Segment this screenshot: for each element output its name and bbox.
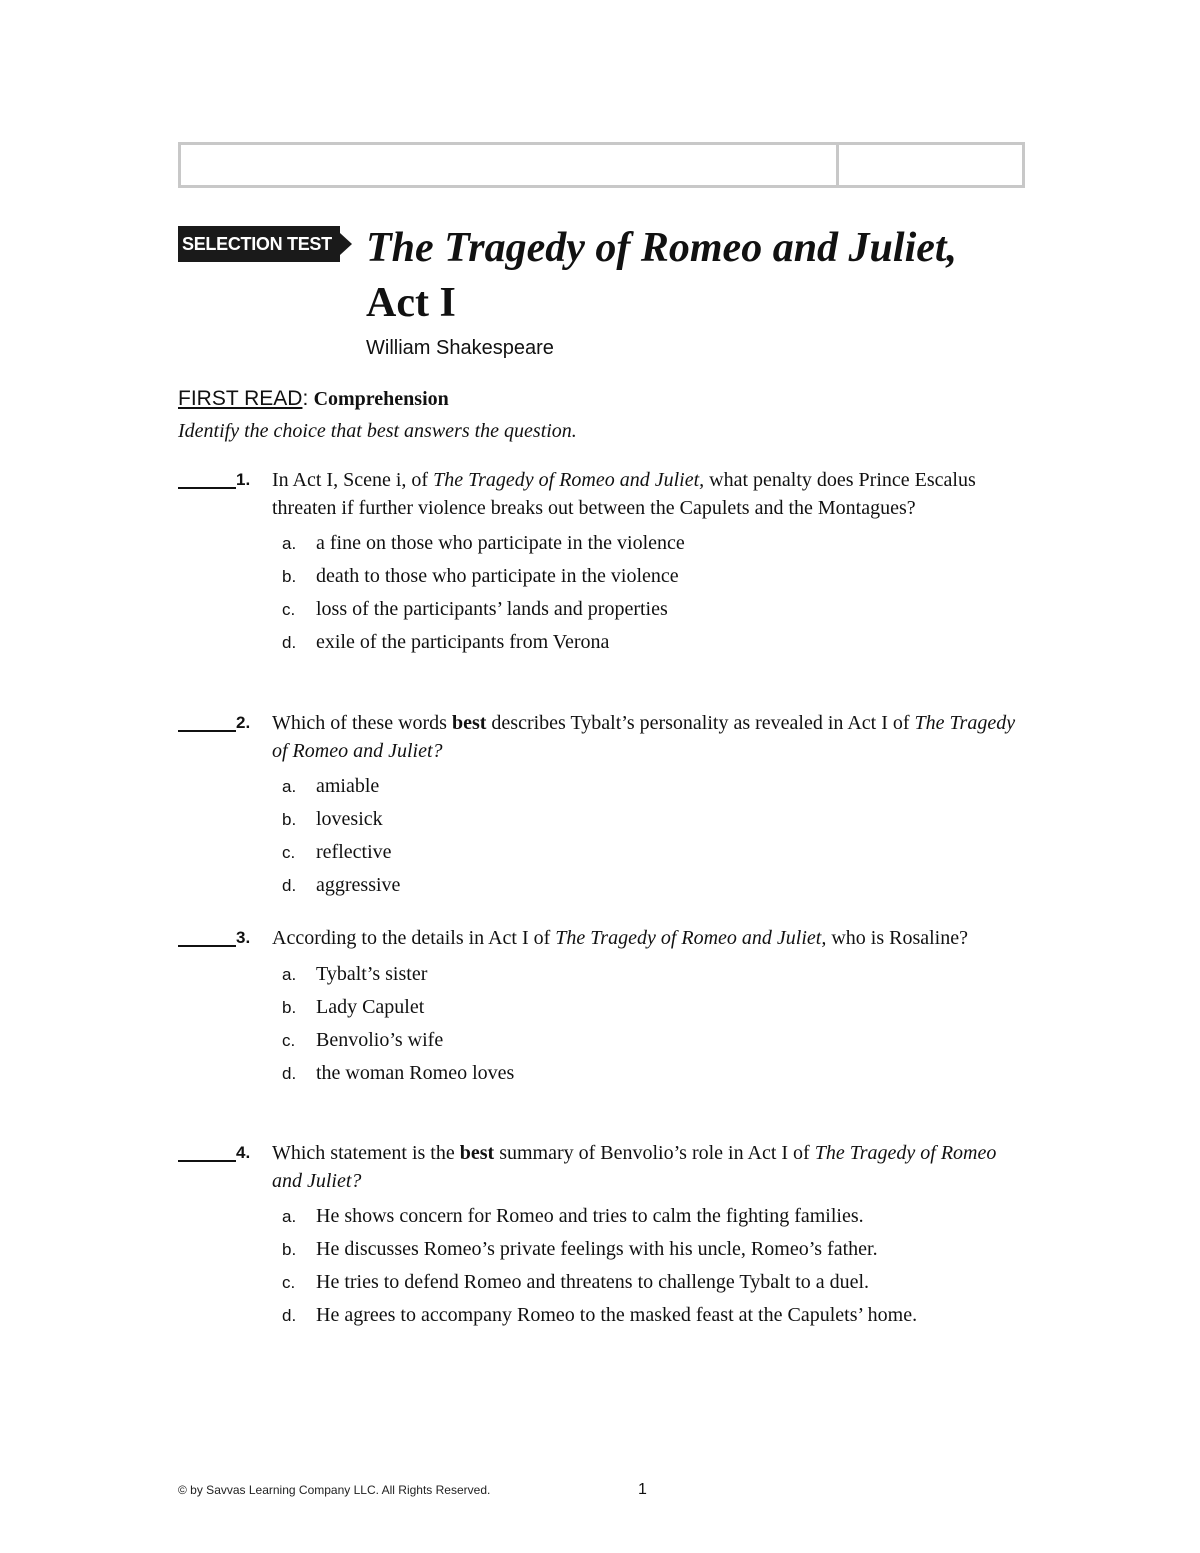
question-text: In Act I, Scene i, of The Tragedy of Romeo and Juliet, what penalty does Prince Escalus threaten if further violence breaks out between the Capulets and the Montagues? [272, 469, 976, 519]
choice-c[interactable]: c. loss of the participants’ lands and properties [282, 598, 668, 620]
section-heading [178, 384, 449, 413]
page-number: 1 [638, 1481, 647, 1498]
question-number: 2. [236, 713, 251, 732]
question-number: 4. [236, 1143, 251, 1162]
choice-b[interactable]: b. lovesick [282, 808, 383, 830]
answer-blank[interactable] [178, 929, 236, 947]
question-4 [178, 1140, 1038, 1335]
badge-arrow-icon [340, 233, 352, 255]
choice-list [282, 1203, 1038, 1329]
selection-test-badge [178, 226, 356, 262]
first-read-label: FIRST READ [178, 387, 303, 410]
name-date-box [178, 142, 1025, 188]
question-text: Which statement is the best summary of Benvolio’s role in Act I of The Tragedy of Romeo and Juliet? [272, 1142, 997, 1192]
choice-list [282, 530, 1038, 656]
choice-b[interactable]: b. death to those who participate in the violence [282, 565, 679, 587]
choice-list [282, 773, 1038, 899]
choice-c[interactable]: c. Benvolio’s wife [282, 1028, 444, 1051]
choice-d[interactable]: d. exile of the participants from Verona [282, 631, 610, 653]
answer-blank[interactable] [178, 471, 236, 489]
section-colon: : [302, 387, 309, 410]
question-text: Which of these words best describes Tybalt’s personality as revealed in Act I of The Tragedy of Romeo and Juliet? [272, 712, 1016, 762]
choice-d[interactable]: d. aggressive [282, 874, 401, 896]
choice-d[interactable]: d. the woman Romeo loves [282, 1061, 515, 1084]
page-subtitle: Act I [366, 280, 456, 326]
question-number: 3. [236, 928, 251, 947]
badge-label: SELECTION TEST [178, 226, 340, 262]
answer-blank[interactable] [178, 1144, 236, 1162]
choice-b[interactable]: b. He discusses Romeo’s private feelings with his uncle, Romeo’s father. [282, 1238, 878, 1260]
author: William Shakespeare [366, 337, 554, 359]
choice-d[interactable]: d. He agrees to accompany Romeo to the masked feast at the Capulets’ home. [282, 1304, 918, 1326]
choice-c[interactable]: c. He tries to defend Romeo and threatens to challenge Tybalt to a duel. [282, 1271, 870, 1293]
name-field[interactable] [181, 145, 839, 185]
question-3 [178, 925, 1038, 1093]
copyright: © by Savvas Learning Company LLC. All Rights Reserved. [178, 1483, 491, 1497]
choice-a[interactable]: a. Tybalt’s sister [282, 962, 428, 985]
question-2 [178, 710, 1038, 905]
question-1 [178, 467, 1038, 662]
choice-list [282, 961, 1038, 1087]
directions: Identify the choice that best answers the question. [178, 420, 577, 442]
question-number: 1. [236, 470, 251, 489]
choice-b[interactable]: b. Lady Capulet [282, 995, 425, 1018]
choice-c[interactable]: c. reflective [282, 841, 392, 863]
date-field[interactable] [839, 145, 1022, 185]
choice-a[interactable]: a. a fine on those who participate in the violence [282, 532, 685, 554]
comprehension-label: Comprehension [313, 388, 449, 410]
question-text: According to the details in Act I of The Tragedy of Romeo and Juliet, who is Rosaline? [272, 927, 968, 949]
choice-a[interactable]: a. amiable [282, 775, 380, 797]
page-title: The Tragedy of Romeo and Juliet, [366, 225, 958, 271]
choice-a[interactable]: a. He shows concern for Romeo and tries to calm the fighting families. [282, 1205, 864, 1227]
answer-blank[interactable] [178, 714, 236, 732]
